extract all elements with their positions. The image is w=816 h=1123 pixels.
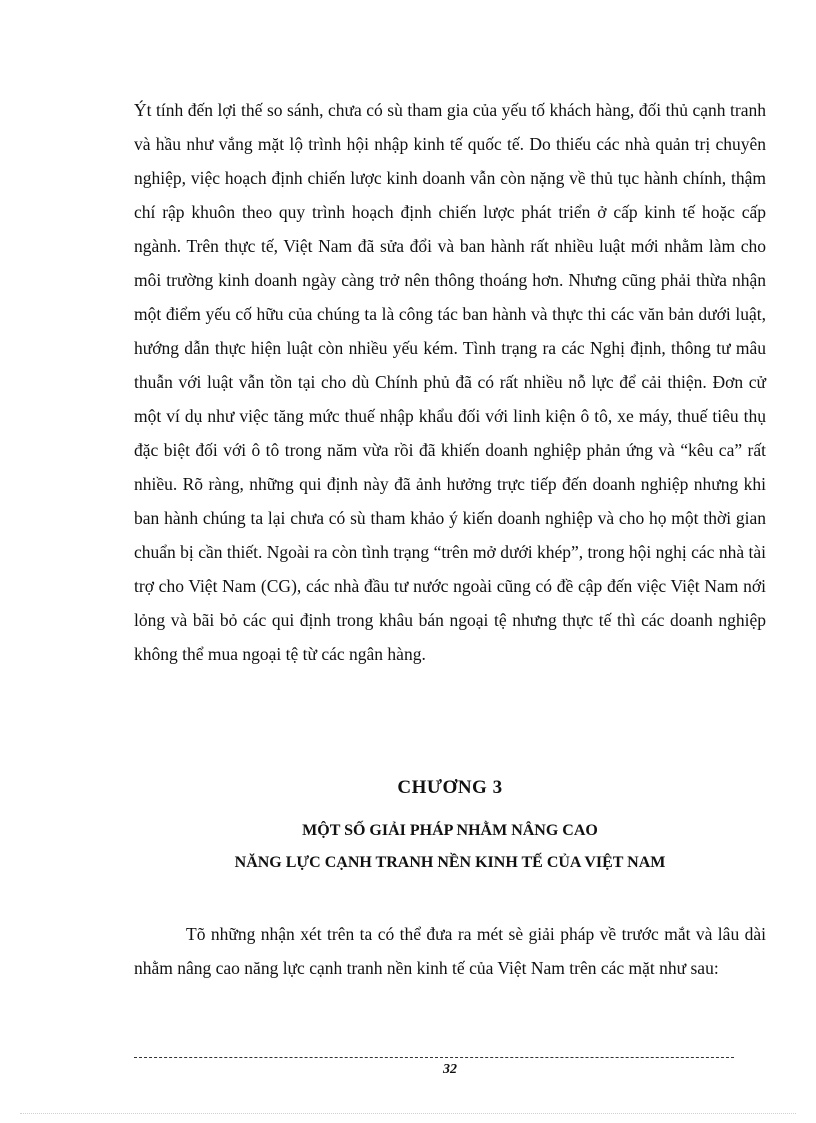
page-edge-divider — [20, 1113, 796, 1114]
footer-divider — [134, 1057, 734, 1058]
chapter-heading: CHƯƠNG 3 — [397, 777, 503, 798]
body-paragraph-1: Ýt tính đến lợi thế so sánh, chưa có sù tham gia của yếu tố khách hàng, đối thủ cạnh tranh và hầu như vắng mặt lộ trình hội nhập kinh tế quốc tế. Do thiếu các nhà quản trị chuyên nghiệp, việc hoạch định chiến lược kinh doanh vẫn còn nặng về thủ tục hành chính, thậm chí rập khuôn theo quy trình hoạch định chiến lược phát triển ở cấp kinh tế hoặc cấp ngành. Trên thực tế, Việt Nam đã sửa đổi và ban hành rất nhiều luật mới nhằm làm cho môi trường kinh doanh ngày càng trở nên thông thoáng hơn. Nhưng cũng phải thừa nhận một điểm yếu cố hữu của chúng ta là công tác ban hành và thực thi các văn bản dưới luật, hướng dẫn thực hiện luật còn nhiều yếu kém. Tình trạng ra các Nghị định, thông tư mâu thuẫn với luật vẫn tồn tại cho dù Chính phủ đã có rất nhiều nỗ lực để cải thiện. Đơn cử một ví dụ như việc tăng mức thuế nhập khẩu đối với linh kiện ô tô, xe máy, thuế tiêu thụ đặc biệt đối với ô tô trong năm vừa rồi đã khiến doanh nghiệp phản ứng và “kêu ca” rất nhiều. Rõ ràng, những qui định này đã ảnh hưởng trực tiếp đến doanh nghiệp nhưng khi ban hành chúng ta lại chưa có sù tham khảo ý kiến doanh nghiệp và cho họ một thời gian chuẩn bị cần thiết. Ngoài ra còn tình trạng “trên mở dưới khép”, trong hội nghị các nhà tài trợ cho Việt Nam (CG), các nhà đầu tư nước ngoài cũng có đề cập đến việc Việt Nam nới lỏng và bãi bỏ các qui định trong khâu bán ngoại tệ nhưng thực tế thì các doanh nghiệp không thể mua ngoại tệ từ các ngân hàng. — [134, 100, 766, 664]
chapter-title-line-2: NĂNG LỰC CẠNH TRANH NỀN KINH TẾ CỦA VIỆT NAM — [234, 854, 666, 871]
page-number: 32 — [443, 1062, 457, 1077]
chapter-title-line-1: MỘT SỐ GIẢI PHÁP NHẰM NÂNG CAO — [302, 822, 598, 839]
body-paragraph-2: Tõ những nhận xét trên ta có thể đưa ra mét sè giải pháp về trước mắt và lâu dài nhằm nâng cao năng lực cạnh tranh nền kinh tế của Việt Nam trên các mặt như sau: — [134, 924, 766, 978]
